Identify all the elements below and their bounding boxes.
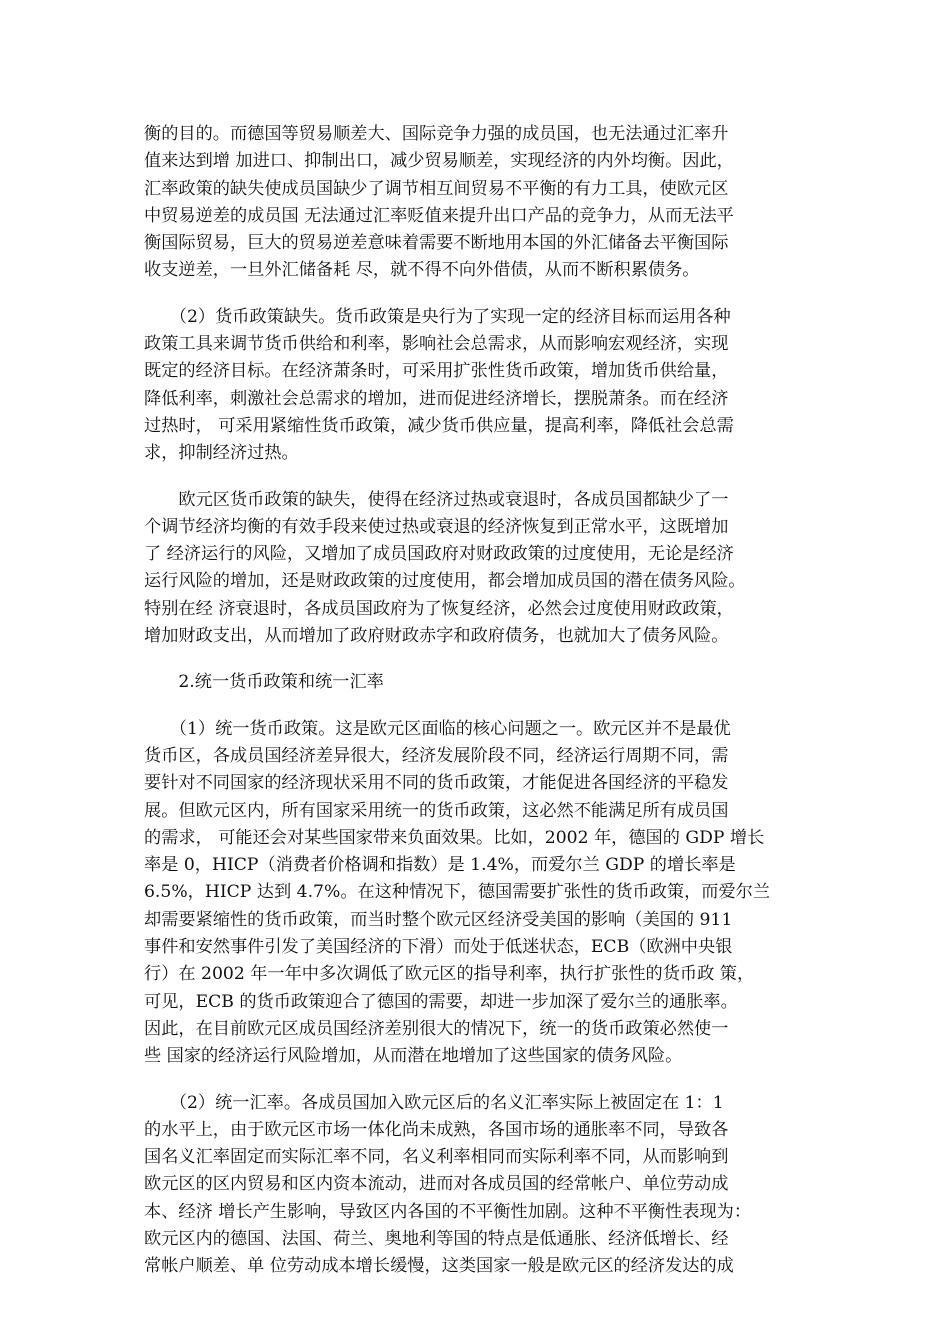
document-page xyxy=(144,121,812,1300)
text-line: 求，抑制经济过热。 xyxy=(144,443,299,464)
paragraph-exchange-rate-policy xyxy=(144,121,812,285)
text-line: 的水平上，由于欧元区市场一体化尚未成熟，各国市场的通胀率不同，导致各 xyxy=(144,1119,729,1140)
text-line: 因此，在目前欧元区成员国经济差别很大的情况下，统一的货币政策必然使一 xyxy=(144,1018,729,1039)
text-line: 中贸易逆差的成员国 无法通过汇率贬值来提升出口产品的竞争力，从而无法平 xyxy=(144,205,734,226)
text-line: 可见，ECB 的货币政策迎合了德国的需要，却进一步加深了爱尔兰的通胀率。 xyxy=(144,991,738,1012)
text-line: 政策工具来调节货币供给和利率，影响社会总需求，从而影响宏观经济，实现 xyxy=(144,334,729,355)
text-line: （1）统一货币政策。这是欧元区面临的核心问题之一。欧元区并不是最优 xyxy=(144,718,731,739)
text-line: 行）在 2002 年一年中多次调低了欧元区的指导利率，执行扩张性的货币政 策， xyxy=(144,964,755,985)
section-heading: 2.统一货币政策和统一汇率 xyxy=(144,672,384,693)
text-line: 增加财政支出，从而增加了政府财政赤字和政府债务，也就加大了债务风险。 xyxy=(144,626,729,647)
text-line: 个调节经济均衡的有效手段来使过热或衰退的经济恢复到正常水平，这既增加 xyxy=(144,516,729,537)
text-line: 降低利率，刺激社会总需求的增加，进而促进经济增长，摆脱萧条。而在经济 xyxy=(144,388,729,409)
text-line: 运行风险的增加，还是财政政策的过度使用，都会增加成员国的潜在债务风险。 xyxy=(144,571,746,592)
paragraph-unified-exchange-rate xyxy=(144,1090,812,1281)
text-line: （2）货币政策缺失。货币政策是央行为了实现一定的经济目标而运用各种 xyxy=(144,306,731,327)
text-line: 汇率政策的缺失使成员国缺少了调节相互间贸易不平衡的有力工具，使欧元区 xyxy=(144,178,729,199)
text-line: 了 经济运行的风险，又增加了成员国政府对财政政策的过度使用，无论是经济 xyxy=(144,544,734,565)
text-line: 率是 0，HICP（消费者价格调和指数）是 1.4%，而爱尔兰 GDP 的增长率是 xyxy=(144,855,736,876)
text-line: 特别在经 济衰退时，各成员国政府为了恢复经济，必然会过度使用财政政策， xyxy=(144,598,734,619)
text-line: 值来达到增 加进口、抑制出口，减少贸易顺差，实现经济的内外均衡。因此， xyxy=(144,151,734,172)
paragraph-unified-monetary-policy xyxy=(144,716,812,1071)
text-line: 事件和安然事件引发了美国经济的下滑）而处于低迷状态，ECB（欧洲中央银 xyxy=(144,937,733,958)
paragraph-eurozone-policy-gap xyxy=(144,487,812,651)
paragraph-monetary-policy-missing xyxy=(144,304,812,468)
text-line: 常帐户顺差、单 位劳动成本增长缓慢，这类国家一般是欧元区的经济发达的成 xyxy=(144,1256,734,1277)
text-line: 过热时， 可采用紧缩性货币政策，减少货币供应量，提高利率，降低社会总需 xyxy=(144,415,734,436)
text-line: 欧元区的区内贸易和区内资本流动，进而对各成员国的经常帐户、单位劳动成 xyxy=(144,1174,729,1195)
text-line: 要针对不同国家的经济现状采用不同的货币政策，才能促进各国经济的平稳发 xyxy=(144,773,729,794)
text-line: 收支逆差，一旦外汇储备耗 尽，就不得不向外借债，从而不断积累债务。 xyxy=(144,260,700,281)
text-line: 货币区，各成员国经济差异很大，经济发展阶段不同，经济运行周期不同，需 xyxy=(144,745,729,766)
text-line: （2）统一汇率。各成员国加入欧元区后的名义汇率实际上被固定在 1：1 xyxy=(144,1092,724,1113)
text-line: 展。但欧元区内，所有国家采用统一的货币政策，这必然不能满足所有成员国 xyxy=(144,800,729,821)
text-line: 的需求， 可能还会对某些国家带来负面效果。比如，2002 年，德国的 GDP 增长 xyxy=(144,827,765,848)
text-line: 既定的经济目标。在经济萧条时，可采用扩张性货币政策，增加货币供给量， xyxy=(144,361,729,382)
text-line: 欧元区内的德国、法国、荷兰、奥地利等国的特点是低通胀、经济低增长、经 xyxy=(144,1228,729,1249)
text-line: 6.5%，HICP 达到 4.7%。在这种情况下，德国需要扩张性的货币政策，而爱尔兰 xyxy=(144,882,771,903)
text-line: 却需要紧缩性的货币政策，而当时整个欧元区经济受美国的影响（美国的 911 xyxy=(144,909,733,930)
text-line: 衡的目的。而德国等贸易顺差大、国际竞争力强的成员国，也无法通过汇率升 xyxy=(144,124,729,144)
text-line: 本、经济 增长产生影响，导致区内各国的不平衡性加剧。这种不平衡性表现为： xyxy=(144,1201,752,1222)
text-line: 国名义汇率固定而实际汇率不同，名义利率相同而实际利率不同，从而影响到 xyxy=(144,1147,729,1168)
text-line: 些 国家的经济运行风险增加，从而潜在地增加了这些国家的债务风险。 xyxy=(144,1046,683,1067)
text-line: 欧元区货币政策的缺失，使得在经济过热或衰退时，各成员国都缺少了一 xyxy=(144,489,729,510)
text-line: 衡国际贸易，巨大的贸易逆差意味着需要不断地用本国的外汇储备去平衡国际 xyxy=(144,233,729,254)
